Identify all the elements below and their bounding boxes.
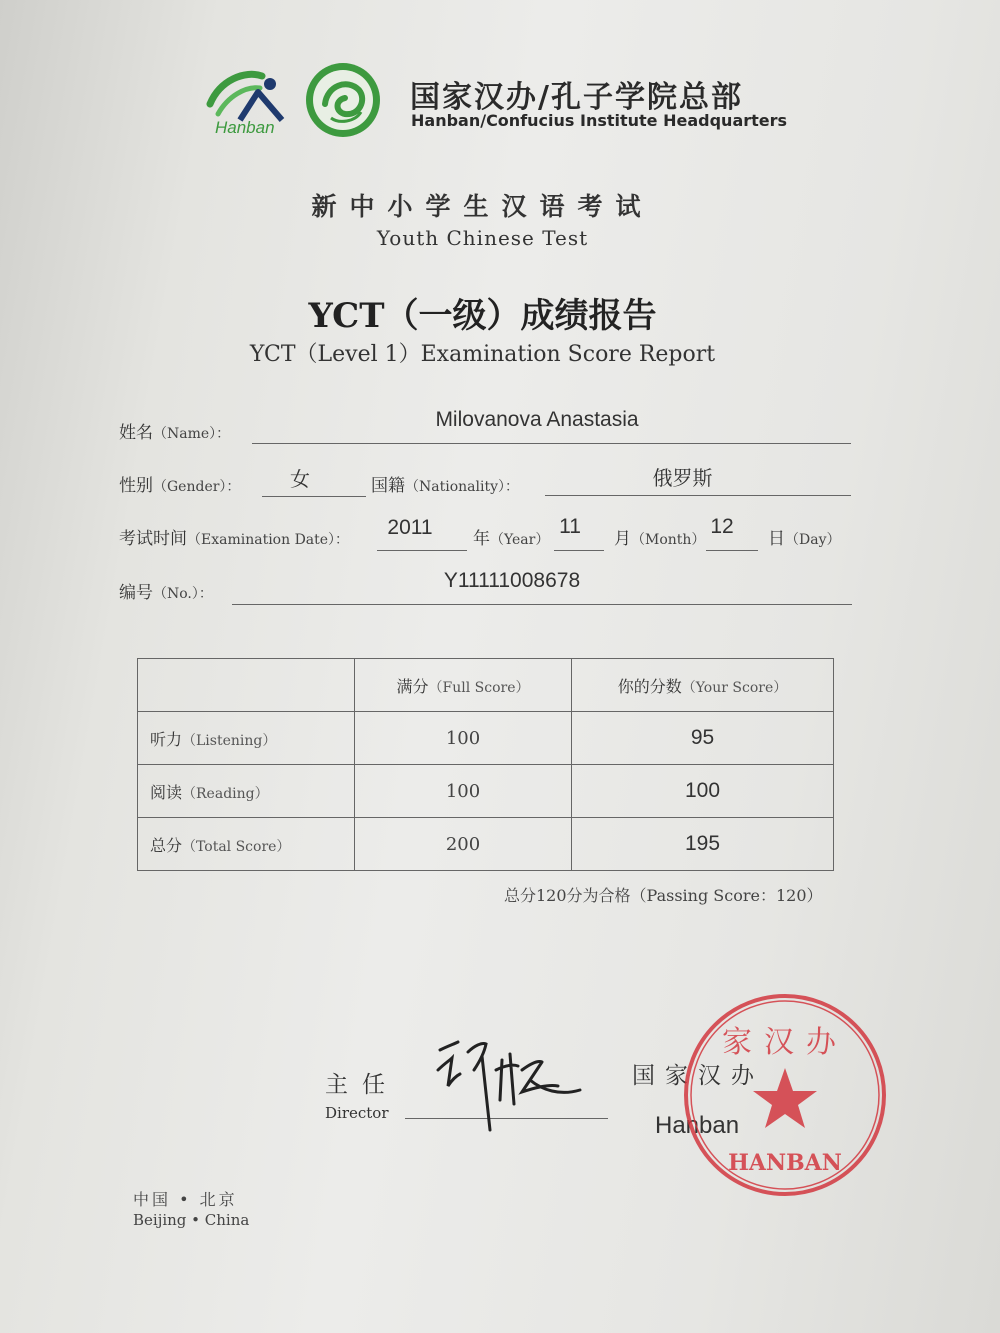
row-label-reading: 阅读（Reading）	[138, 765, 355, 818]
day-label: 日（Day）	[768, 529, 841, 549]
hanban-logo	[200, 62, 295, 137]
score-table	[137, 658, 834, 871]
org-name-en: Hanban/Confucius Institute Headquarters	[411, 111, 788, 130]
location-cn: 中国 • 北京	[133, 1190, 238, 1209]
day-line	[706, 550, 758, 551]
number-label: 编号（No.）：	[119, 583, 213, 603]
test-name-cn: 新中小学生汉语考试	[311, 192, 654, 221]
hanban-logo-text: Hanban	[215, 118, 275, 137]
director-label-en: Director	[325, 1104, 389, 1122]
nationality-label: 国籍（Nationality）：	[371, 476, 519, 496]
table-row	[138, 765, 834, 818]
location-en: Beijing • China	[133, 1211, 250, 1229]
name-line	[252, 443, 851, 444]
director-signature	[430, 1030, 590, 1135]
header-blank-cell	[138, 659, 355, 712]
full-score-listening: 100	[355, 712, 572, 765]
your-score-listening: 95	[572, 712, 834, 765]
director-label-cn: 主任	[325, 1072, 399, 1098]
org-name-cn: 国家汉办/孔子学院总部	[410, 80, 743, 115]
month-value: 11	[559, 515, 581, 538]
exam-number-value: Y11111008678	[443, 569, 581, 592]
stamp-top-text: 家汉办	[722, 1025, 848, 1060]
your-score-reading: 100	[572, 765, 834, 818]
number-line	[232, 604, 852, 605]
full-score-total: 200	[355, 818, 572, 871]
name-value: Milovanova Anastasia	[435, 408, 639, 431]
nationality-line	[545, 495, 851, 496]
table-row	[138, 712, 834, 765]
official-red-stamp	[680, 990, 890, 1200]
nationality-value: 俄罗斯	[652, 466, 713, 490]
year-value: 2011	[387, 516, 433, 539]
month-label: 月（Month）	[614, 529, 706, 549]
year-line	[377, 550, 467, 551]
test-name-en: Youth Chinese Test	[376, 226, 589, 250]
header-your-score: 你的分数（Your Score）	[572, 659, 834, 712]
confucius-institute-logo	[303, 60, 383, 140]
row-label-total: 总分（Total Score）	[138, 818, 355, 871]
exam-date-label: 考试时间（Examination Date）：	[119, 529, 350, 549]
header-full-score: 满分（Full Score）	[355, 659, 572, 712]
stamp-bottom-text: HANBAN	[728, 1150, 842, 1176]
gender-label: 性别（Gender）：	[119, 476, 241, 496]
org-sign-cn: 国家汉办	[632, 1063, 764, 1089]
day-value: 12	[710, 515, 734, 538]
row-label-listening: 听力（Listening）	[138, 712, 355, 765]
your-score-total: 195	[572, 818, 834, 871]
org-sign-en: Hanban	[655, 1112, 740, 1139]
month-line	[554, 550, 604, 551]
passing-score-note: 总分120分为合格（Passing Score：120）	[504, 886, 823, 905]
name-label: 姓名（Name）：	[119, 423, 231, 443]
gender-line	[262, 496, 366, 497]
report-title-en: YCT（Level 1）Examination Score Report	[249, 342, 716, 367]
report-title-cn: YCT（一级）成绩报告	[308, 296, 657, 336]
table-header-row	[138, 659, 834, 712]
year-label: 年（Year）	[473, 529, 550, 549]
table-row	[138, 818, 834, 871]
gender-value: 女	[290, 467, 310, 491]
full-score-reading: 100	[355, 765, 572, 818]
